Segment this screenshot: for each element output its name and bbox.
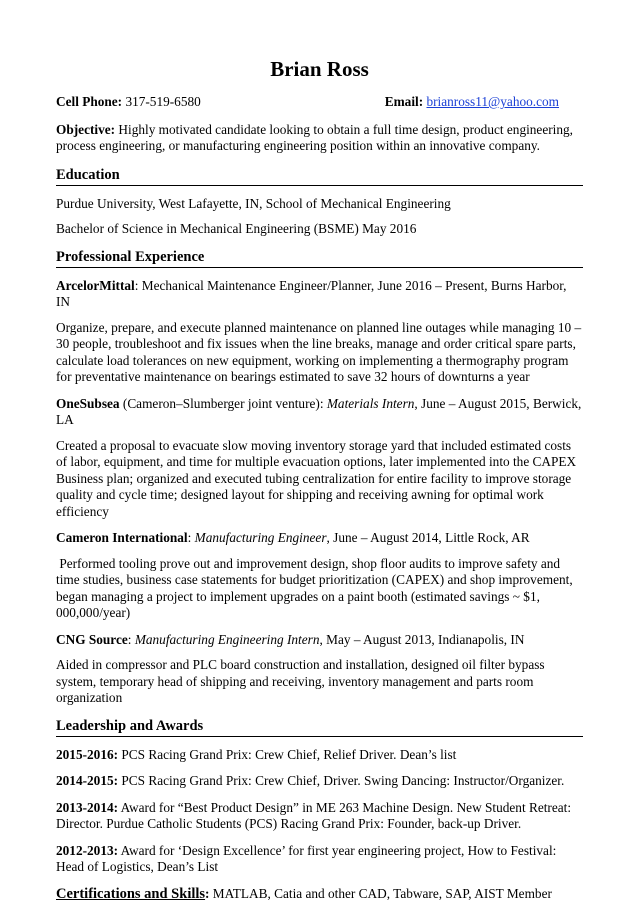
job-header [56,396,583,429]
leadership-item [56,843,583,876]
email-block [385,94,559,111]
certifications-colon: : [205,886,209,901]
objective [56,122,583,155]
phone-label: Cell Phone: [56,94,122,109]
leadership-heading: Leadership and Awards [56,717,583,737]
job-company: CNG Source [56,632,128,647]
leadership-text: Award for “Best Product Design” in ME 263 Machine Design. New Student Retreat: Director. Purdue Catholic Students (PCS) Racing Grand Prix: Founder, back-up Driver. [56,800,571,832]
job-company: ArcelorMittal [56,278,135,293]
education-heading: Education [56,166,583,186]
job-description: Aided in compressor and PLC board construction and installation, designed oil filter bypass system, temporary head of shipping and receiving, inventory management and parts room organization [56,657,583,707]
job-title: Manufacturing Engineering Intern [135,632,320,647]
objective-text: Highly motivated candidate looking to obtain a full time design, product engineering, process engineering, or manufacturing engineering position within an innovative company. [56,122,573,154]
job-dates: , June – August 2015, Berwick, LA [56,396,581,428]
job-details: : [128,632,135,647]
leadership-years: 2013-2014: [56,800,118,815]
leadership-item [56,773,583,790]
experience-heading: Professional Experience [56,248,583,268]
job-header [56,278,583,311]
job-description: Performed tooling prove out and improvement design, shop floor audits to improve safety and time studies, business case statements for budget prioritization (CAPEX) and shop improvement, began managing a project to implement upgrades on a paint booth (estimated savings ~ $1, 000,000/year) [56,556,583,622]
education-school: Purdue University, West Lafayette, IN, School of Mechanical Engineering [56,196,583,213]
resume-page [56,56,583,902]
certifications-heading: Certifications and Skills [56,886,205,902]
objective-label: Objective: [56,122,115,137]
job-description: Organize, prepare, and execute planned maintenance on planned line outages while managing 10 – 30 people, troubleshoot and fix issues when the line breaks, manage and order critical spare parts, calculate load tolerances on new equipment, working on implementing a thermography program for preventative maintenance on bearings estimated to save 32 hours of downturns a year [56,320,583,386]
education-degree: Bachelor of Science in Mechanical Engineering (BSME) May 2016 [56,221,583,238]
job-description: Created a proposal to evacuate slow moving inventory storage yard that included estimated costs of labor, equipment, and time for multiple evacuation options, later implemented into the CAPEX Business plan; organized and executed tubing centralization for entire facility to improve storage quality and cycle time; designed layout for shipping and receiving awning for optimal work efficiency [56,438,583,521]
email-link[interactable]: brianross11@yahoo.com [426,94,559,109]
job-details: (Cameron–Slumberger joint venture): [120,396,327,411]
contact-row [56,94,583,111]
candidate-name: Brian Ross [56,56,583,82]
job-dates: , June – August 2014, Little Rock, AR [327,530,530,545]
job-company: OneSubsea [56,396,120,411]
job-header [56,632,583,649]
job-title: Materials Intern [327,396,415,411]
leadership-years: 2015-2016: [56,747,118,762]
leadership-years: 2014-2015: [56,773,118,788]
leadership-text: PCS Racing Grand Prix: Crew Chief, Driver. Swing Dancing: Instructor/Organizer. [118,773,564,788]
leadership-years: 2012-2013: [56,843,118,858]
leadership-text: Award for ‘Design Excellence’ for first year engineering project, How to Festival: Head of Logistics, Dean’s List [56,843,556,875]
job-title: Manufacturing Engineer [195,530,327,545]
job-company: Cameron International [56,530,188,545]
leadership-text: PCS Racing Grand Prix: Crew Chief, Relief Driver. Dean’s list [118,747,456,762]
phone-block [56,94,201,111]
job-details: : [188,530,195,545]
job-header [56,530,583,547]
phone-value: 317-519-6580 [125,94,200,109]
job-details: : Mechanical Maintenance Engineer/Planner, June 2016 – Present, Burns Harbor, IN [56,278,566,310]
certifications-text: MATLAB, Catia and other CAD, Tabware, SAP, AIST Member [209,886,551,901]
certifications-line [56,886,583,902]
leadership-item [56,800,583,833]
job-dates: , May – August 2013, Indianapolis, IN [319,632,524,647]
email-label: Email: [385,94,423,109]
leadership-item [56,747,583,764]
